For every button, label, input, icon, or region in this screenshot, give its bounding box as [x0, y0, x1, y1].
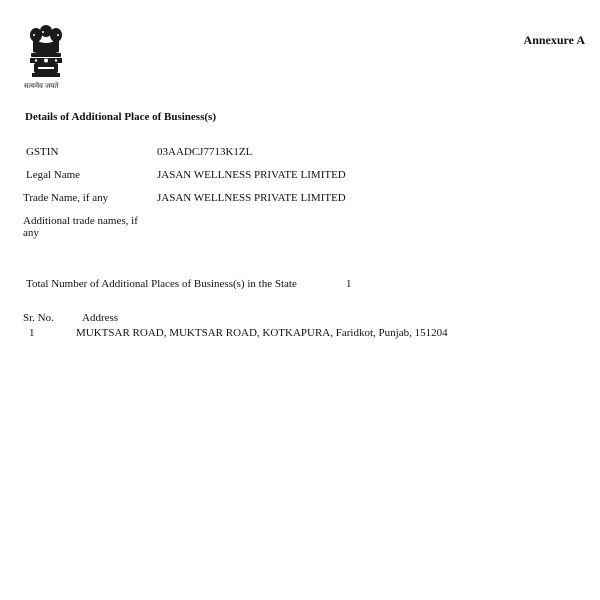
- trade-name-label: Trade Name, if any: [23, 192, 109, 204]
- gstin-label: GSTIN: [26, 146, 59, 158]
- emblem-motto: सत्यमेव जयते: [24, 82, 59, 90]
- additional-trade-names-label: Additional trade names, if any: [23, 215, 138, 239]
- legal-name-label: Legal Name: [26, 169, 81, 181]
- gstin-value: 03AADCJ7713K1ZL: [157, 146, 253, 158]
- column-header-sr-no: Sr. No.: [23, 312, 54, 324]
- total-places-label: Total Number of Additional Places of Business(s) in the State: [26, 278, 297, 290]
- column-header-address: Address: [82, 312, 119, 324]
- total-places-value: 1: [346, 278, 352, 290]
- legal-name-value: JASAN WELLNESS PRIVATE LIMITED: [157, 169, 346, 181]
- row-sr-no: 1: [29, 327, 35, 339]
- row-address: MUKTSAR ROAD, MUKTSAR ROAD, KOTKAPURA, Faridkot, Punjab, 151204: [76, 327, 448, 339]
- section-heading: Details of Additional Place of Business(s): [25, 111, 216, 123]
- trade-name-value: JASAN WELLNESS PRIVATE LIMITED: [157, 192, 346, 204]
- annexure-label: Annexure A: [523, 33, 585, 47]
